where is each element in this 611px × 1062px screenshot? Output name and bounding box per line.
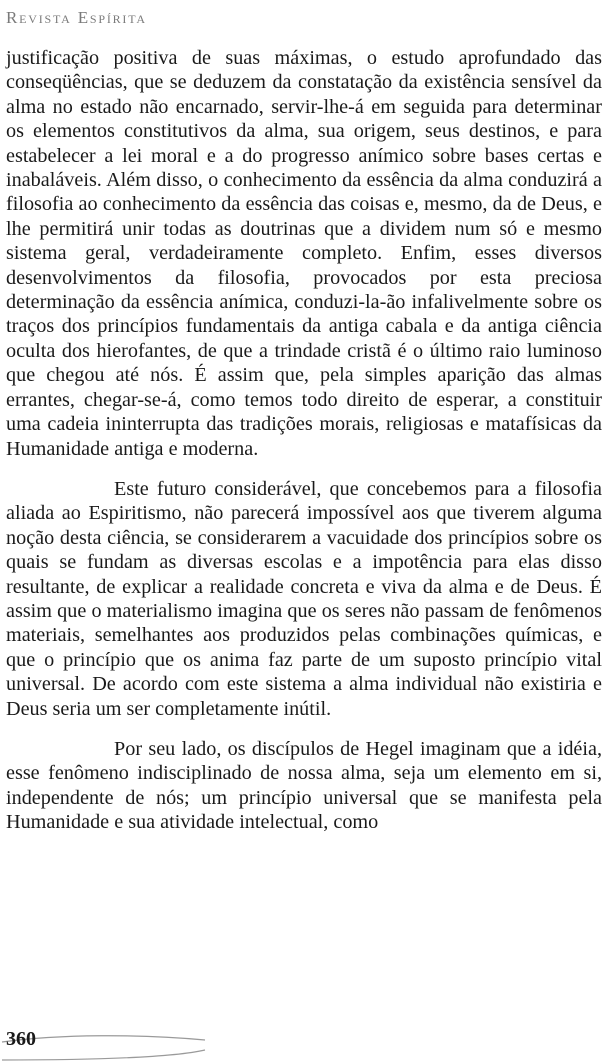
paragraph: justificação positiva de suas máximas, o estudo aprofundado das conseqüências, que se deduzem da constatação da existência sensível da alma no estado não encarnado, servir-lhe-á em seguida para determinar os elementos constitutivos da alma, sua origem, seus destinos, e para estabelecer a lei moral e a do progresso anímico sobre bases certas e inabaláveis. Além disso, o conhecimento da essência da alma conduzirá a filosofia ao conhecimento da essência das coisas e, mesmo, da de Deus, e lhe permitirá unir todas as doutrinas que a dividem num só e mesmo sistema geral, verdadeiramente completo. Enfim, esses diversos desenvolvimentos da filosofia, provocados por esta preciosa determinação da essência anímica, conduzi-la-ão infalivelmente sobre os traços dos princípios fundamentais da antiga cabala e da antiga ciência oculta dos hierofantes, de que a trindade cristã é o último raio luminoso que chegou até nós. É assim que, pela simples aparição das almas errantes, chegar-se-á, como temos todo direito de esperar, a constituir uma cadeia ininterrupta das tradições morais, religiosas e matafísicas da Humanidade antiga e moderna. [6,47,602,460]
paragraph: Por seu lado, os discípulos de Hegel imaginam que a idéia, esse fenômeno indisciplinado de nossa alma, seja um elemento em si, independente de nós; um princípio universal que se manifesta pela Humanidade e sua atividade intelectual, como [6,737,602,834]
page-number: 360 [6,1028,36,1050]
page-body [6,46,602,851]
folio-decoration [0,1020,260,1062]
running-header: Revista Espírita [6,8,147,27]
paragraph: Este futuro considerável, que concebemos para a filosofia aliada ao Espiritismo, não parecerá impossível aos que tiverem alguma noção desta ciência, se considerarem a vacuidade dos princípios sobre os quais se fundam as diversas escolas e a impotência para elas disso resultante, de explicar a realidade concreta e viva da alma e de Deus. É assim que o materialismo imagina que os seres não passam de fenômenos materiais, semelhantes aos produzidos pelas combinações químicas, e que o princípio que os anima faz parte de um suposto princípio vital universal. De acordo com este sistema a alma individual não existiria e Deus seria um ser completamente inútil. [6,477,602,720]
